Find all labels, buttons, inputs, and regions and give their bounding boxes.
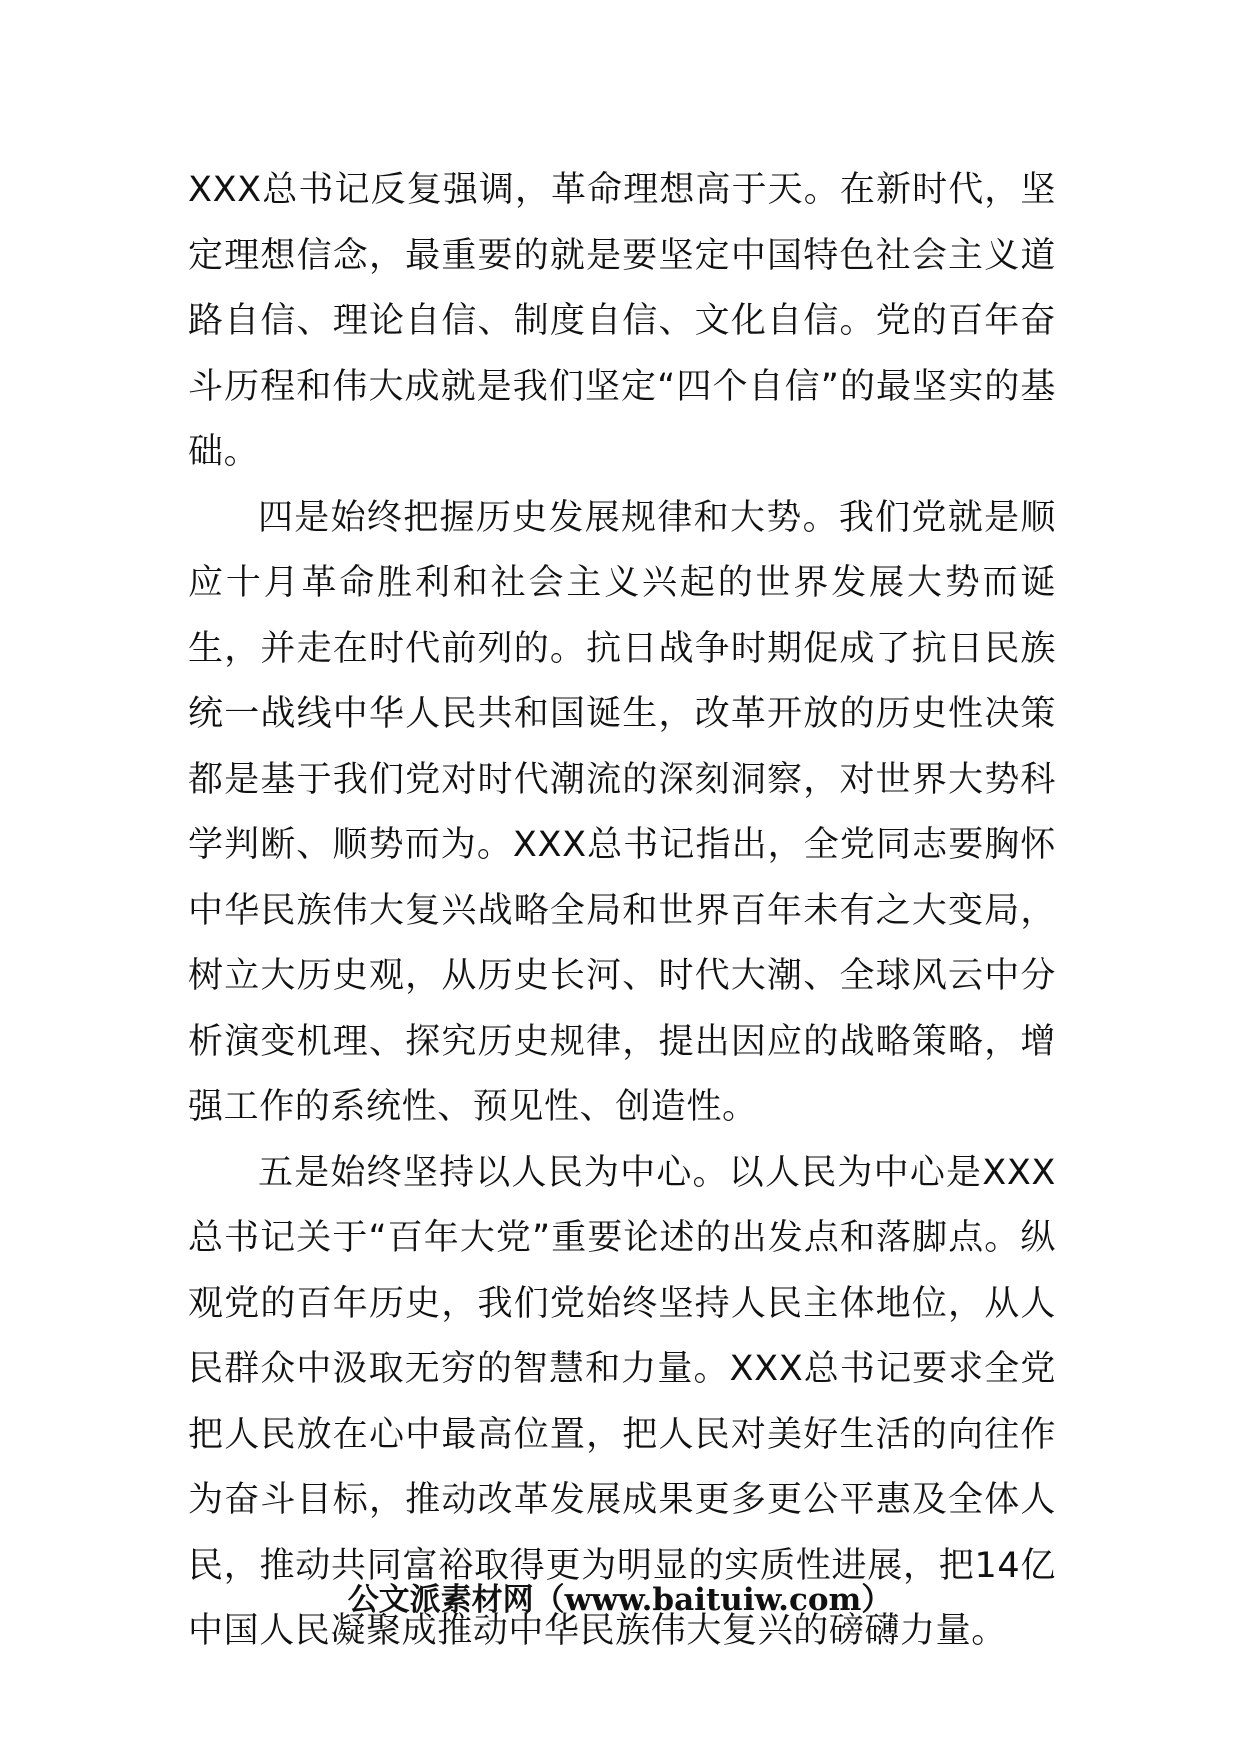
source-watermark-footer: 公文派素材网（www.baituiw.com） bbox=[347, 1582, 893, 1618]
paragraph-3: 五是始终坚持以人民为中心。以人民为中心是XXX总书记关于“百年大党”重要论述的出发点和落脚点。纵观党的百年历史，我们党始终坚持人民主体地位，从人民群众中汲取无穷的智慧和力量。XXX总书记要求全党把人民放在心中最高位置，把人民对美好生活的向往作为奋斗目标，推动改革发展成果更多更公平惠及全体人民，推动共同富裕取得更为明显的实质性进展，把14亿中国人民凝聚成推动中华民族伟大复兴的磅礴力量。 bbox=[188, 1152, 1056, 1651]
paragraph-1: XXX总书记反复强调，革命理想高于天。在新时代，坚定理想信念，最重要的就是要坚定中国特色社会主义道路自信、理论自信、制度自信、文化自信。党的百年奋斗历程和伟大成就是我们坚定“四个自信”的最坚实的基础。 bbox=[188, 170, 1056, 472]
paragraph-2: 四是始终把握历史发展规律和大势。我们党就是顺应十月革命胜利和社会主义兴起的世界发展大势而诞生，并走在时代前列的。抗日战争时期促成了抗日民族统一战线中华人民共和国诞生，改革开放的历史性决策都是基于我们党对时代潮流的深刻洞察，对世界大势科学判断、顺势而为。XXX总书记指出，全党同志要胸怀中华民族伟大复兴战略全局和世界百年未有之大变局，树立大历史观，从历史长河、时代大潮、全球风云中分析演变机理、探究历史规律，提出因应的战略策略，增强工作的系统性、预见性、创造性。 bbox=[188, 497, 1056, 1127]
document-body bbox=[188, 158, 1056, 1665]
